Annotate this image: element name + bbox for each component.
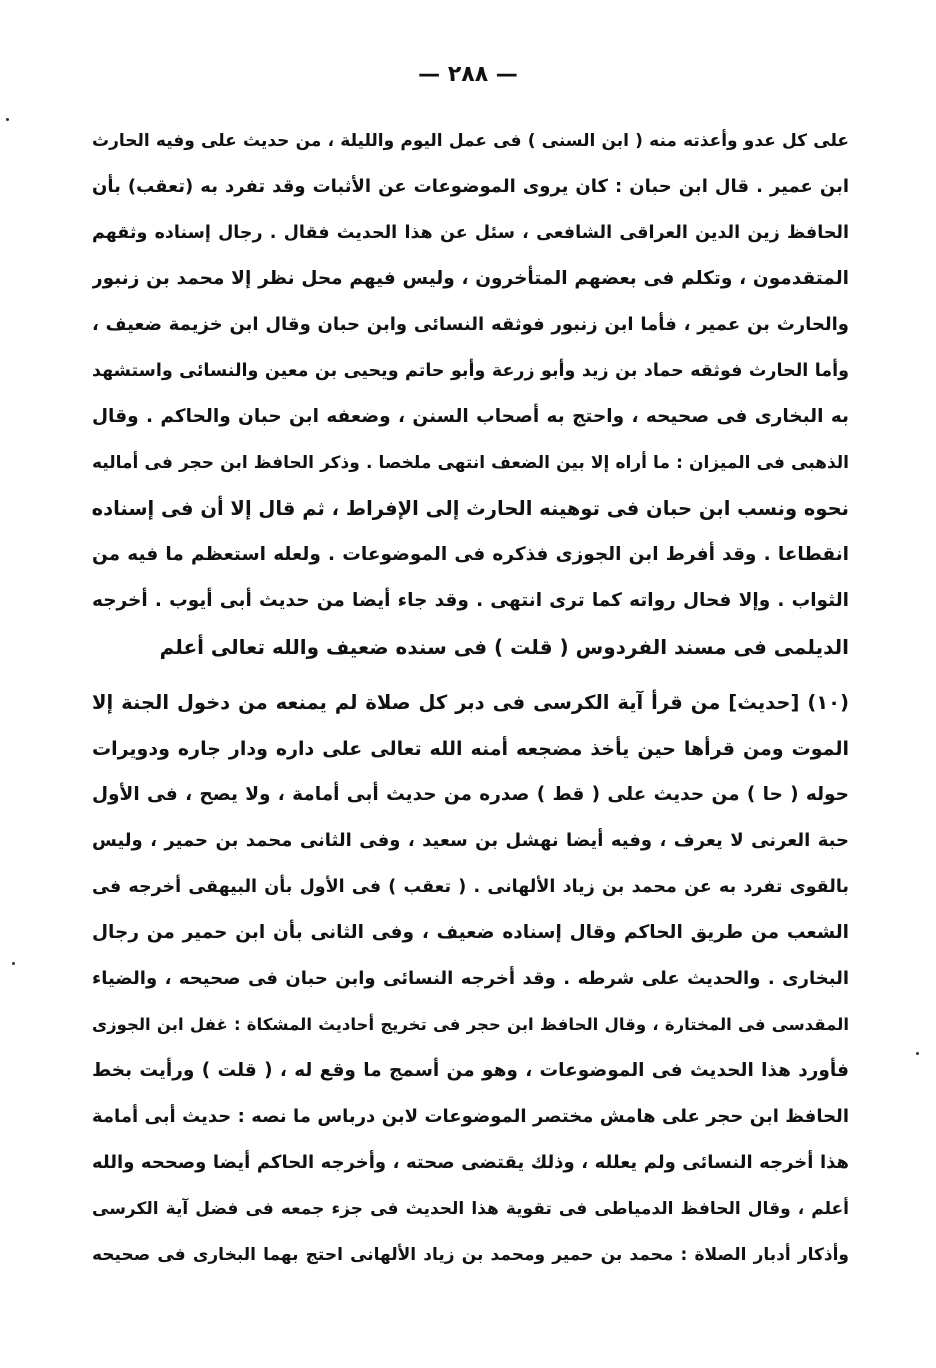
text-line: الذهبى فى الميزان : ما أراه إلا بين الضعف انتهى ملخصا . وذكر الحافظ ابن حجر فى أماليه xyxy=(92,453,849,473)
text-line: الحافظ زين الدين العراقى الشافعى ، سئل عن هذا الحديث فقال . رجال إسناده وثقهم xyxy=(92,223,849,243)
scan-speck xyxy=(916,1052,919,1055)
text-line: المتقدمون ، وتكلم فى بعضهم المتأخرون ، وليس فيهم محل نظر إلا محمد بن زنبور xyxy=(92,268,849,289)
text-line: حبة العرنى لا يعرف ، وفيه أيضا نهشل بن سعيد ، وفى الثانى محمد بن حمير ، وليس xyxy=(92,830,849,851)
text-line: البخارى . والحديث على شرطه . وقد أخرجه النسائى وابن حبان فى صحيحه ، والضياء xyxy=(92,968,849,989)
text-line: نحوه ونسب ابن حبان فى توهينه الحارث إلى الإفراط ، ثم قال إلا أن فى إسناده xyxy=(92,497,849,520)
text-line: وأذكار أدبار الصلاة : محمد بن حمير ومحمد بن زياد الألهانى احتج بهما البخارى فى صحيحه xyxy=(92,1245,849,1265)
text-line: المقدسى فى المختارة ، وقال الحافظ ابن حجر فى تخريج أحاديث المشكاة : غفل ابن الجوزى xyxy=(92,1015,849,1034)
text-line: به البخارى فى صحيحه ، واحتج به أصحاب السنن ، وضعفه ابن حبان والحاكم . وقال xyxy=(92,406,849,427)
text-line: الشعب من طريق الحاكم وقال إسناده ضعيف ، وفى الثانى بأن ابن حمير من رجال xyxy=(92,922,849,943)
page-number: — ٢٨٨ — xyxy=(418,62,518,87)
text-line: فأورد هذا الحديث فى الموضوعات ، وهو من أسمج ما وقع له ، ( قلت ) ورأيت بخط xyxy=(92,1060,849,1081)
paragraph-hadith-10 xyxy=(92,680,849,1278)
text-line: انقطاعا . وقد أفرط ابن الجوزى فذكره فى الموضوعات . ولعله استعظم ما فيه من xyxy=(92,544,849,565)
text-line: الموت ومن قرأها حين يأخذ مضجعه أمنه الله تعالى على داره ودار جاره ودويرات xyxy=(92,738,849,760)
text-line: الديلمى فى مسند الفردوس ( قلت ) فى سنده ضعيف والله تعالى أعلم xyxy=(159,635,849,659)
text-line: والحارث بن عمير ، فأما ابن زنبور فوثقه النسائى وابن حبان وقال ابن خزيمة ضعيف ، xyxy=(92,314,849,335)
text-line: (١٠) [حديث] من قرأ آية الكرسى فى دبر كل صلاة لم يمنعه من دخول الجنة إلا xyxy=(92,691,849,714)
text-line: الثواب . وإلا فحال رواته كما ترى انتهى . وقد جاء أيضا من حديث أبى أيوب . أخرجه xyxy=(92,590,849,611)
text-line: الحافظ ابن حجر على هامش مختصر الموضوعات لابن درباس ما نصه : حديث أبى أمامة xyxy=(92,1106,849,1127)
paragraph-hadith-9-commentary xyxy=(92,118,849,670)
text-line: وأما الحارث فوثقه حماد بن زيد وأبو زرعة وأبو حاتم ويحيى بن معين والنسائى واستشهد xyxy=(92,361,849,381)
text-line: هذا أخرجه النسائى ولم يعلله ، وذلك يقتضى صحته ، وأخرجه الحاكم أيضا وصححه والله xyxy=(92,1152,849,1173)
scan-speck xyxy=(6,118,9,121)
scan-speck xyxy=(12,962,15,965)
text-line: أعلم ، وقال الحافظ الدمياطى فى تقوية هذا الحديث فى جزء جمعه فى فضل آية الكرسى xyxy=(92,1199,849,1219)
text-line: حوله ( حا ) من حديث على ( قط ) صدره من حديث أبى أمامة ، ولا يصح ، فى الأول xyxy=(92,784,849,805)
text-line: على كل عدو وأعذته منه ( ابن السنى ) فى عمل اليوم والليلة ، من حديث على وفيه الحارث xyxy=(92,131,849,151)
text-line: ابن عمير . قال ابن حبان : كان يروى الموضوعات عن الأثبات وقد تفرد به (تعقب) بأن xyxy=(92,176,849,197)
text-line: بالقوى تفرد به عن محمد بن زياد الألهانى . ( تعقب ) فى الأول بأن البيهقى أخرجه فى xyxy=(92,877,849,897)
